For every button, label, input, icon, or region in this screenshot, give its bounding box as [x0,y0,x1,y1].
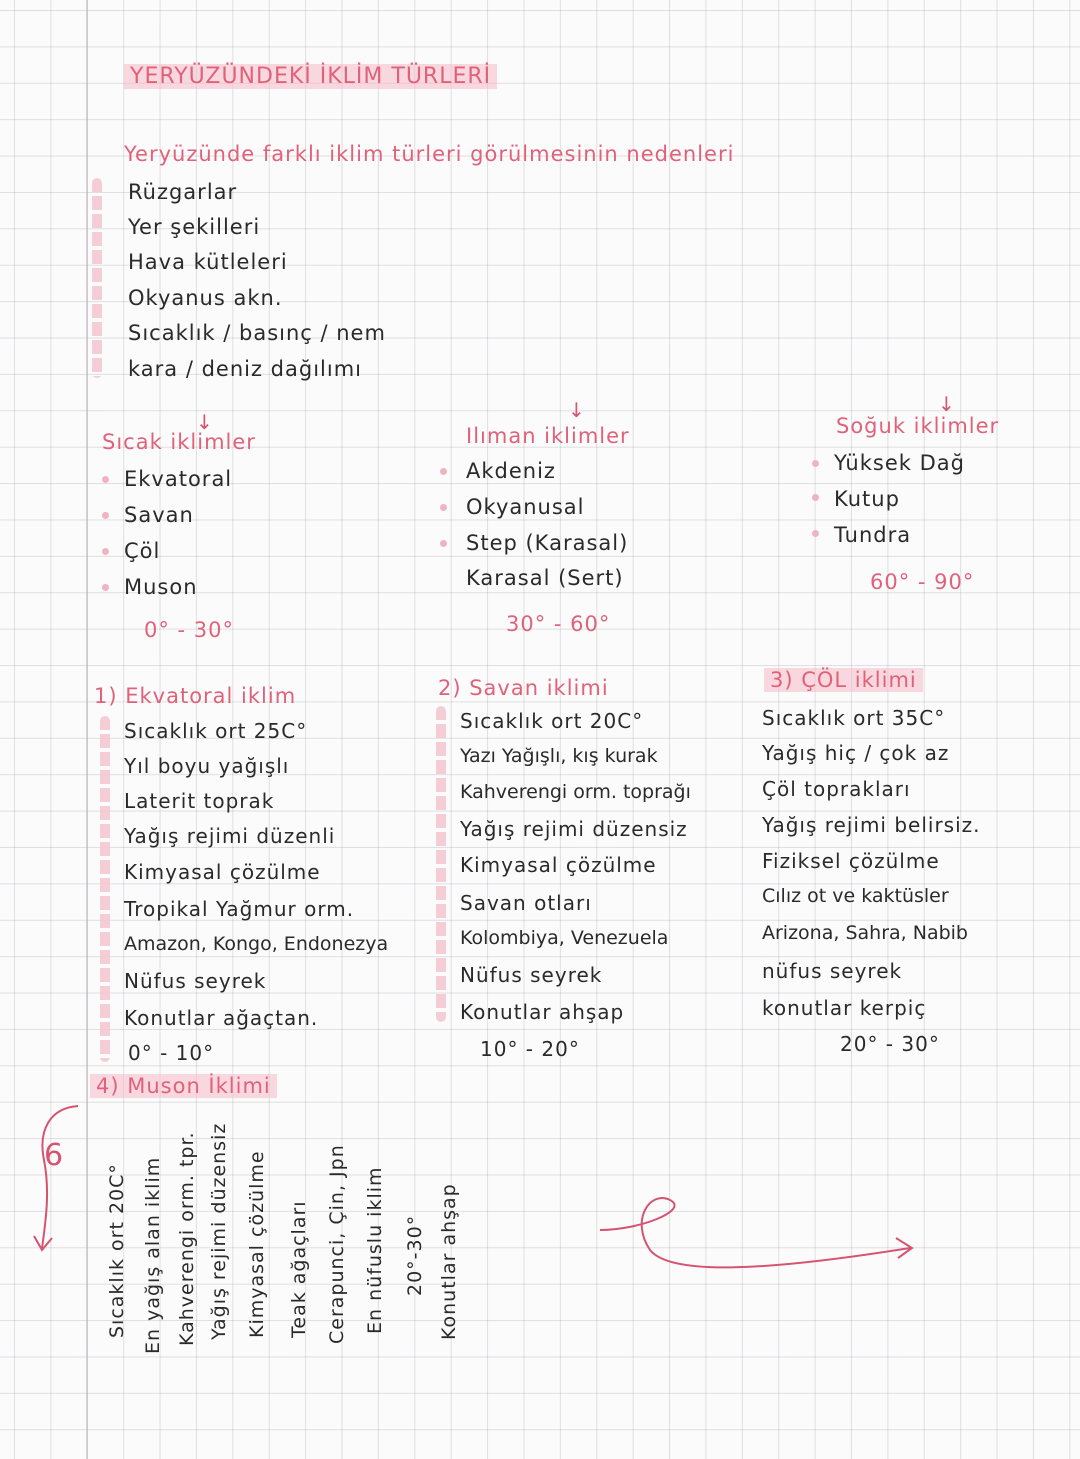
muson-line: Kimyasal çözülme [246,1150,268,1338]
section-line: Arizona, Sahra, Nabib [762,922,968,944]
section-line: Nüfus seyrek [460,963,603,987]
group-range: 30° - 60° [506,612,611,636]
page-title: YERYÜZÜNDEKİ İKLİM TÜRLERİ [124,64,497,89]
section-bracket [436,706,446,1022]
bullet-icon [102,548,109,555]
group-range: 0° - 30° [144,618,235,642]
muson-line: En yağış alan iklim [142,1156,164,1354]
section-line: Nüfus seyrek [124,969,267,993]
group-item: Karasal (Sert) [466,566,624,590]
group-range: 60° - 90° [870,570,975,594]
group-item: Ekvatoral [124,467,233,491]
muson-line: Konutlar ahşap [438,1183,460,1340]
group-item: Muson [124,575,198,599]
bullet-icon [102,512,109,519]
muson-line: Sıcaklık ort 20C° [106,1163,128,1338]
section-line: nüfus seyrek [762,959,903,983]
down-arrow-icon: ↓ [196,410,213,434]
section-line: Çöl toprakları [762,777,911,801]
group-item: Yüksek Dağ [834,451,965,475]
bullet-icon [102,476,109,483]
bullet-icon [812,494,819,501]
muson-line: 20°-30° [404,1214,426,1296]
decorative-arrow-icon [560,1190,940,1290]
section-line: Kimyasal çözülme [460,853,657,877]
section-line: Sıcaklık ort 35C° [762,706,946,730]
muson-line: Cerapunci, Çin, Jpn [326,1144,348,1344]
group-item: Step (Karasal) [466,531,629,555]
section-heading-col: 3) ÇÖL iklimi [764,668,923,692]
page-number: 6 [44,1138,65,1173]
reason-item: Yer şekilleri [128,215,261,239]
section-bracket [100,716,110,1062]
section-line: Sıcaklık ort 20C° [460,709,644,733]
section-heading-muson: 4) Muson İklimi [90,1074,277,1098]
section-line: Konutlar ahşap [460,1000,625,1024]
section-line: Yağış rejimi düzensiz [460,817,688,841]
group-heading-sicak: Sıcak iklimler [102,430,256,454]
section-line: Amazon, Kongo, Endonezya [124,933,389,955]
group-item: Okyanusal [466,495,585,519]
bullet-icon [440,468,447,475]
section-line: Fiziksel çözülme [762,849,940,873]
down-arrow-icon: ↓ [938,392,955,416]
section-line: Yıl boyu yağışlı [124,754,290,778]
section-line: Laterit toprak [124,789,275,813]
section-heading-savan: 2) Savan iklimi [438,676,609,700]
muson-line: Kahverengi orm. tpr. [176,1131,198,1346]
section-line: Kolombiya, Venezuela [460,927,669,949]
section-line: Sıcaklık ort 25C° [124,719,308,743]
section-line: Cılız ot ve kaktüsler [762,885,949,907]
section-line: Kimyasal çözülme [124,860,321,884]
section-line: Tropikal Yağmur orm. [124,897,355,921]
section-line: Kahverengi orm. toprağı [460,781,691,803]
group-item: Kutup [834,487,900,511]
reason-item: Rüzgarlar [128,180,238,204]
group-heading-soguk: Soğuk iklimler [836,414,1000,438]
bullet-icon [812,530,819,537]
bullet-icon [440,504,447,511]
section-line: Savan otları [460,891,592,915]
group-item: Akdeniz [466,459,556,483]
section-line: Konutlar ağaçtan. [124,1006,319,1030]
reason-item: Sıcaklık / basınç / nem [128,321,386,345]
muson-line: Teak ağaçları [288,1200,310,1338]
group-item: Çöl [124,539,161,563]
reason-item: Hava kütleleri [128,250,288,274]
section-line: konutlar kerpiç [762,996,927,1020]
section-line: Yağış rejimi düzenli [124,824,336,848]
section-line: 10° - 20° [480,1037,580,1061]
section-heading-ekvatoral: 1) Ekvatoral iklim [94,684,297,708]
reasons-heading: Yeryüzünde farklı iklim türleri görülmesinin nedenleri [124,142,735,166]
group-item: Tundra [834,523,912,547]
page-number-arrow [20,1100,90,1260]
muson-line: Yağış rejimi düzensiz [208,1122,230,1340]
reasons-bracket [92,178,102,378]
reason-item: Okyanus akn. [128,286,283,310]
reason-item: kara / deniz dağılımı [128,357,363,381]
group-item: Savan [124,503,194,527]
section-line: 20° - 30° [840,1032,940,1056]
bullet-icon [102,584,109,591]
down-arrow-icon: ↓ [568,398,585,422]
muson-line: En nüfuslu iklim [364,1166,386,1334]
group-heading-iliman: Ilıman iklimler [466,424,630,448]
section-line: Yağış rejimi belirsiz. [762,813,981,837]
section-line: Yağış hiç / çok az [762,741,950,765]
bullet-icon [812,460,819,467]
section-line: Yazı Yağışlı, kış kurak [460,745,658,767]
bullet-icon [440,540,447,547]
section-line: 0° - 10° [128,1041,215,1065]
